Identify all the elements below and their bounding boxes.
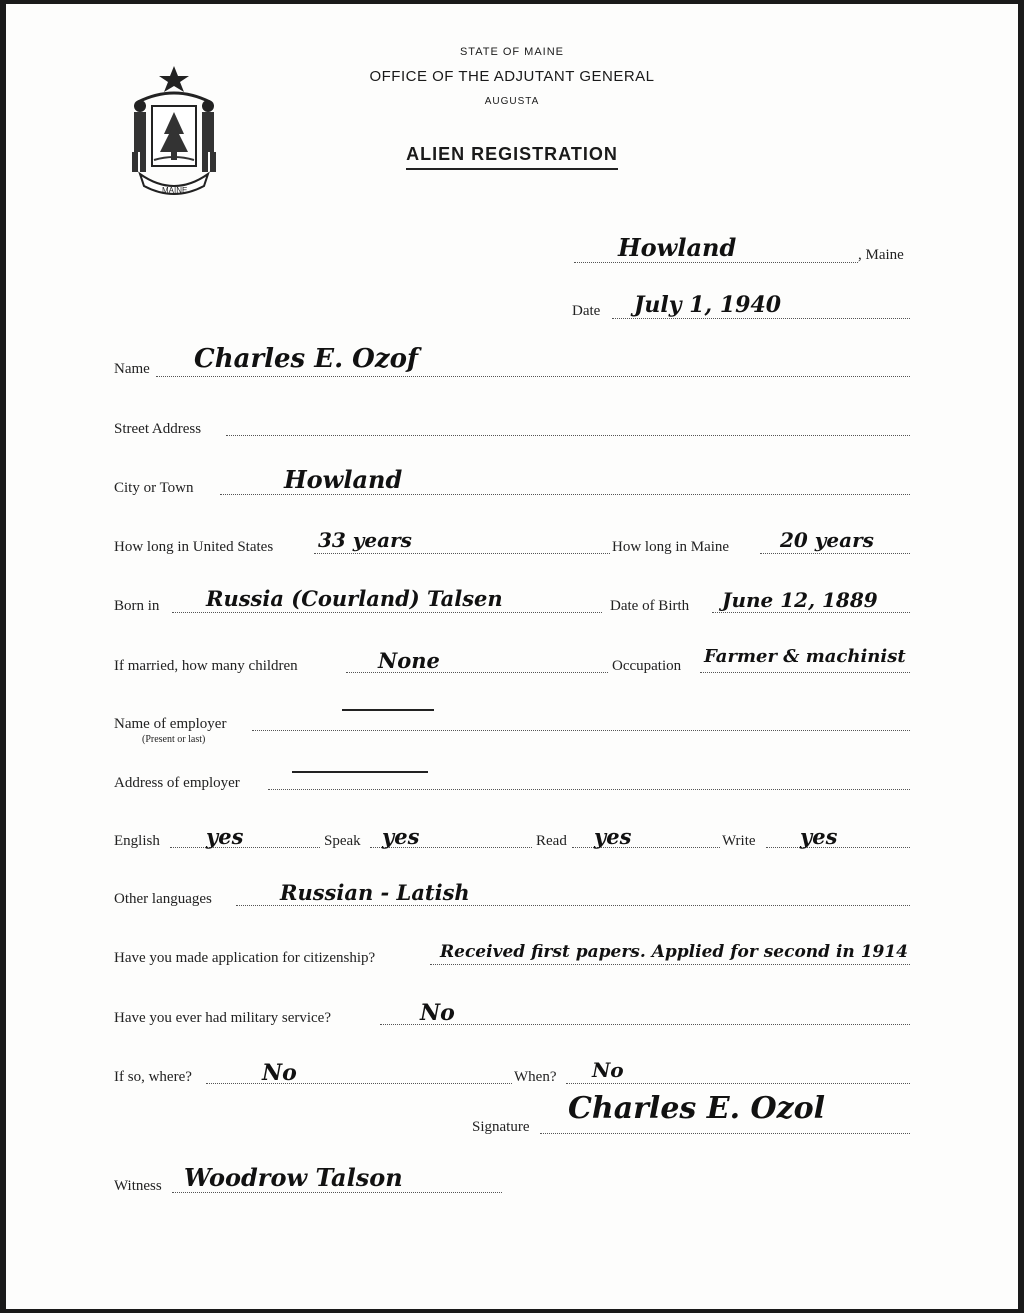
employer-name-label: Name of employer <box>114 716 227 732</box>
born-in-label: Born in <box>114 598 160 614</box>
signature-label: Signature <box>472 1119 530 1135</box>
witness-label: Witness <box>114 1178 162 1194</box>
english-line <box>170 847 320 848</box>
how-long-us-label: How long in United States <box>114 539 274 555</box>
citizenship-line <box>430 964 910 965</box>
military-line <box>380 1024 910 1025</box>
other-languages-label: Other languages <box>114 891 212 907</box>
where-line <box>206 1083 512 1084</box>
read-label: Read <box>536 833 567 849</box>
seal-text: MAINE <box>162 186 188 195</box>
read-value: yes <box>594 824 632 849</box>
how-long-us-line <box>314 553 610 554</box>
employer-address-label: Address of employer <box>114 775 240 791</box>
name-line <box>156 376 910 377</box>
speak-value: yes <box>382 824 420 849</box>
city-value: Howland <box>284 465 403 494</box>
when-label: When? <box>514 1069 557 1085</box>
city-heading: AUGUSTA <box>484 96 540 107</box>
occupation-line <box>700 672 910 673</box>
write-value: yes <box>800 824 838 849</box>
born-in-line <box>172 612 602 613</box>
other-languages-value: Russian - Latish <box>280 880 470 905</box>
witness-value: Woodrow Talson <box>184 1163 403 1192</box>
employer-address-dash <box>292 771 428 773</box>
employer-name-line <box>252 730 910 731</box>
office-heading: OFFICE OF THE ADJUTANT GENERAL <box>369 68 655 85</box>
english-label: English <box>114 833 160 849</box>
witness-line <box>172 1192 502 1193</box>
employer-address-line <box>268 789 910 790</box>
title-wrapper <box>0 144 1024 165</box>
dob-label: Date of Birth <box>610 598 690 614</box>
occupation-label: Occupation <box>612 658 682 674</box>
born-in-value: Russia (Courland) Talsen <box>206 586 503 611</box>
signature-value: Charles E. Ozol <box>568 1091 826 1126</box>
children-value: None <box>378 648 440 673</box>
date-value: July 1, 1940 <box>634 292 782 318</box>
citizenship-label: Have you made application for citizenship? <box>114 950 376 966</box>
how-long-maine-line <box>760 553 910 554</box>
state-heading: STATE OF MAINE <box>459 46 565 58</box>
write-line <box>766 847 910 848</box>
street-line <box>226 435 910 436</box>
signature-line <box>540 1133 910 1134</box>
city-line <box>220 494 910 495</box>
citizenship-value: Received first papers. Applied for second in 1914 <box>440 942 909 962</box>
military-value: No <box>420 1000 455 1026</box>
occupation-value: Farmer & machinist <box>704 646 906 667</box>
city-label: City or Town <box>114 480 194 496</box>
how-long-us-value: 33 years <box>318 528 412 552</box>
name-value: Charles E. Ozof <box>194 344 419 374</box>
dob-line <box>712 612 910 613</box>
town-line <box>574 262 858 263</box>
street-label: Street Address <box>114 421 202 437</box>
when-line <box>566 1083 910 1084</box>
town-value: Howland <box>618 233 737 262</box>
where-label: If so, where? <box>114 1069 192 1085</box>
write-label: Write <box>722 833 756 849</box>
children-label: If married, how many children <box>114 658 298 674</box>
how-long-maine-label: How long in Maine <box>612 539 730 555</box>
military-label: Have you ever had military service? <box>114 1010 331 1026</box>
dob-value: June 12, 1889 <box>722 588 878 612</box>
date-label: Date <box>572 303 601 319</box>
date-line <box>612 318 910 319</box>
where-value: No <box>262 1060 297 1086</box>
employer-name-dash <box>342 709 434 711</box>
form-title: ALIEN REGISTRATION <box>406 144 618 170</box>
when-value: No <box>592 1058 624 1082</box>
other-languages-line <box>236 905 910 906</box>
english-value: yes <box>206 824 244 849</box>
maine-label: , Maine <box>858 247 904 263</box>
speak-label: Speak <box>324 833 361 849</box>
how-long-maine-value: 20 years <box>780 528 874 552</box>
name-label: Name <box>114 361 150 377</box>
employer-note: (Present or last) <box>142 734 206 745</box>
